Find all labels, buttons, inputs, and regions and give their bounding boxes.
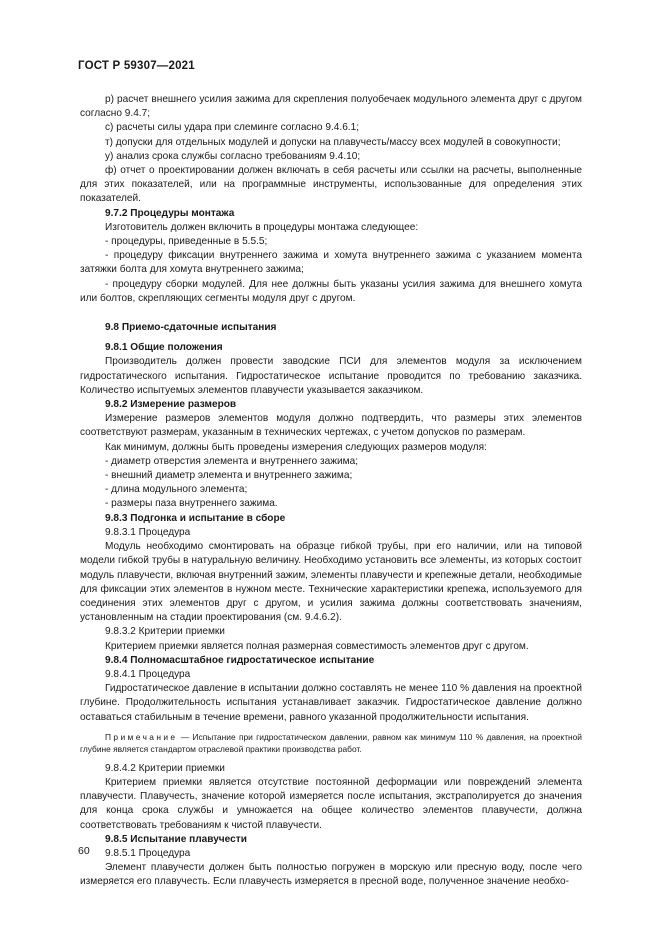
heading-9-8-2: 9.8.2 Измерение размеров <box>105 399 237 411</box>
list-item-s: с) расчеты силы удара при слеминге согласно 9.4.6.1; <box>105 122 360 134</box>
note-label: Примечание <box>105 731 178 742</box>
list-item-f: ф) отчет о проектировании должен включать в себя расчеты или ссылки на расчеты, выполненные для этих показателей, или на программные инструменты, использованные для определения этих показателей. <box>80 165 582 205</box>
paragraph: Элемент плавучести должен быть полностью погружен в морскую или пресную воду, после чего измеряется его плавучесть. Если плавучесть измеряется в пресной воде, полученное значение необхо- <box>80 862 582 888</box>
heading-9-8: 9.8 Приемо-сдаточные испытания <box>105 322 277 334</box>
subheading-9-8-5-1: 9.8.5.1 Процедура <box>105 847 191 859</box>
heading-9-8-1: 9.8.1 Общие положения <box>105 342 223 354</box>
list-item: - размеры паза внутреннего зажима. <box>105 498 278 510</box>
list-item: - диаметр отверстия элемента и внутреннего зажима; <box>105 455 359 467</box>
paragraph: Гидростатическое давление в испытании должно составлять не менее 110 % давления на проектной глубине. Продолжительность испытания устанавливает заказчик. Гидростатическое давление должно оставаться стабильным в течение времени, равного указанной продолжительности испытания. <box>80 683 582 723</box>
paragraph: Критерием приемки является полная размерная совместимость элементов друг с другом. <box>105 640 529 652</box>
list-item-t: т) допуски для отдельных модулей и допуски на плавучесть/массу всех модулей в совокупности; <box>105 136 561 148</box>
note-text: — Испытание при гидростатическом давлении, равном как минимум 110 % давления, на проектной глубине является стандартом отраслевой практики производства работ. <box>80 731 582 755</box>
paragraph: Модуль необходимо смонтировать на образце гибкой трубы, при его наличии, или на типовой модели гибкой трубы в натуральную величину. Необходимо установить все элементы, из которых состоит модуль плавучести, включая внутренний зажим, элементы плавучести и крепежные детали, необходимые для фиксации этих элементов в нужном месте. Технические характеристики крепежа, используемого для соединения этих элементов друг с другом, и усилия зажима должны соответствовать значениям, установленным на стадии проектирования (см. 9.4.6.2). <box>80 541 582 624</box>
list-item: - процедуру фиксации внутреннего зажима и хомута внутреннего зажима с указанием момента затяжки болта для хомута внутреннего зажима; <box>80 250 582 276</box>
list-item: - длина модульного элемента; <box>105 484 248 496</box>
paragraph: Измерение размеров элементов модуля должно подтвердить, что размеры этих элементов соответствуют размерам, указанным в технических чертежах, с учетом допусков по размерам. <box>80 413 582 439</box>
list-item: - внешний диаметр элемента и внутреннего зажима; <box>105 470 353 482</box>
note <box>80 731 582 756</box>
page-number: 60 <box>78 845 90 857</box>
heading-9-7-2: 9.7.2 Процедуры монтажа <box>105 207 235 219</box>
heading-9-8-5: 9.8.5 Испытание плавучести <box>105 833 247 845</box>
list-item-r: р) расчет внешнего усилия зажима для скрепления полуобечаек модульного элемента друг с другом согласно 9.4.7; <box>80 94 582 120</box>
heading-9-8-4: 9.8.4 Полномасштабное гидростатическое испытание <box>105 654 375 666</box>
document-body <box>80 93 582 890</box>
heading-9-8-3: 9.8.3 Подгонка и испытание в сборе <box>105 512 286 524</box>
paragraph: Производитель должен провести заводские ПСИ для элементов модуля за исключением гидростатического испытания. Гидростатическое испытание проводится по требованию заказчика. Количество испытуемых элементов плавучести указывается заказчиком. <box>80 356 582 396</box>
subheading-9-8-4-2: 9.8.4.2 Критерии приемки <box>105 762 225 774</box>
list-item: - процедуры, приведенные в 5.5.5; <box>105 236 268 248</box>
subheading-9-8-4-1: 9.8.4.1 Процедура <box>105 668 191 680</box>
list-item: - процедуру сборки модулей. Для нее должны быть указаны усилия зажима для внешнего хомута или болтов, скрепляющих сегменты модуля друг с другом. <box>80 278 582 304</box>
subheading-9-8-3-1: 9.8.3.1 Процедура <box>105 526 191 538</box>
document-code: ГОСТ Р 59307—2021 <box>78 60 195 72</box>
subheading-9-8-3-2: 9.8.3.2 Критерии приемки <box>105 626 225 638</box>
paragraph: Критерием приемки является отсутствие постоянной деформации или повреждений элемента плавучести. Плавучесть, значение которой измеряется после испытания, экстраполируется до значения для конца срока службы и умножается на общее количество элементов плавучести, должна соответствовать требованиям к чистой плавучести. <box>80 776 582 831</box>
list-item-u: у) анализ срока службы согласно требованиям 9.4.10; <box>105 150 361 162</box>
paragraph: Изготовитель должен включить в процедуры монтажа следующее: <box>105 221 419 233</box>
paragraph: Как минимум, должны быть проведены измерения следующих размеров модуля: <box>105 441 487 453</box>
